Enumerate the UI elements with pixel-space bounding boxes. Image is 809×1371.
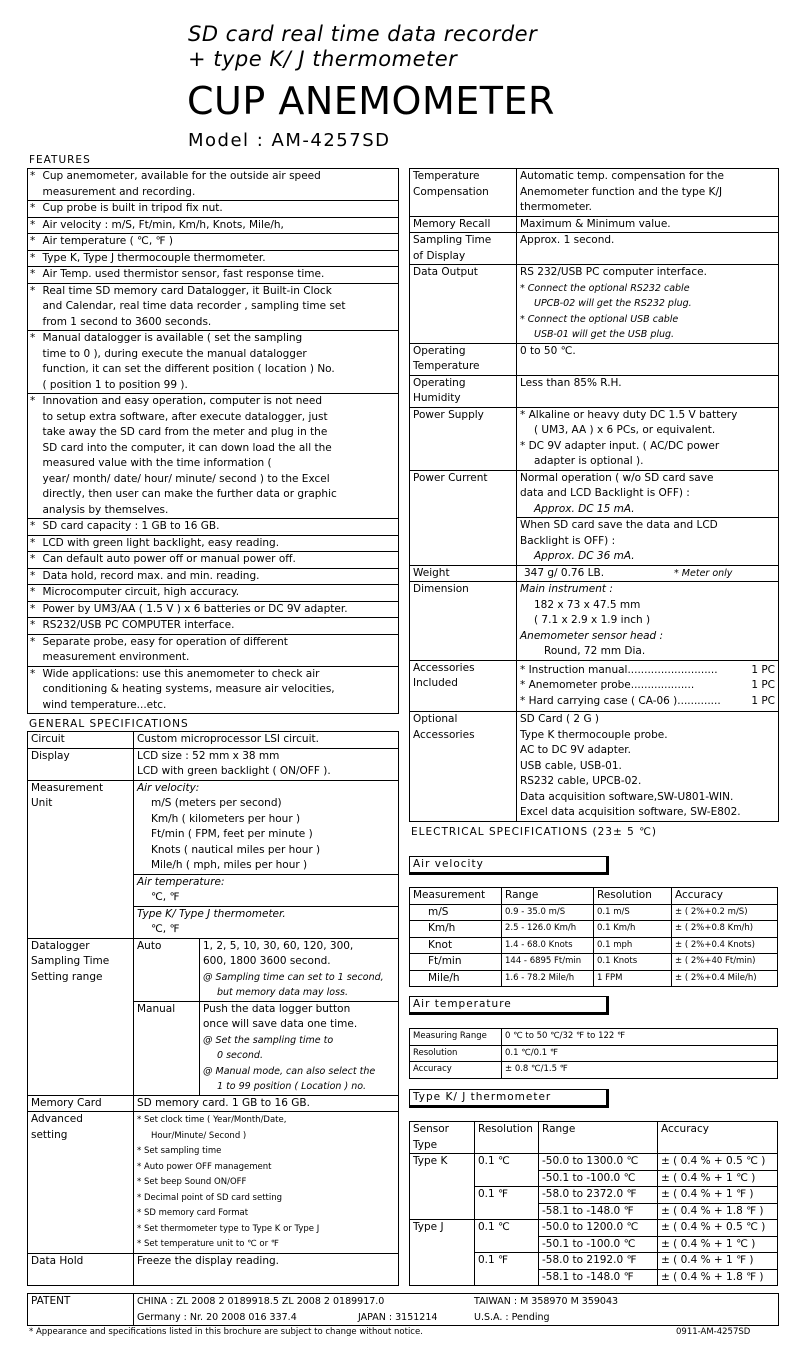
advanced-settings-list: * Set clock time ( Year/Month/Date, Hour/Minute/ Second ) * Set sampling time * Auto power OFF management * Set beep Sound ON/OFF * Decimal point of SD card setting * SD memory card Format * Set thermometer type to Type K or Type J * Set temperature unit to ℃ or ℉ (134, 1112, 399, 1254)
table-cell: -58.1 to -148.0 ℉ (539, 1269, 658, 1286)
feature-text: RS232/USB PC COMPUTER interface. (40, 618, 399, 635)
table-cell: -50.1 to -100.0 ℃ (539, 1170, 658, 1187)
column-header: Accuracy (672, 888, 778, 905)
feature-text: Innovation and easy operation, computer is not need to setup extra software, after execute datalogger, just take away the SD card from the meter and plug in the SD card into the computer, it can down load the all the measured value with the time information ( year/ month/ date/ hour/ minute/ second ) to the Excel directly, then user can make the further data or graphic analysis by themselves. (40, 394, 399, 519)
spec-label: Weight (410, 565, 517, 582)
features-heading: FEATURES (29, 154, 91, 166)
spec-value: Less than 85% R.H. (517, 375, 779, 407)
table-cell: ± ( 0.4 % + 1.8 ℉ ) (658, 1203, 778, 1220)
table-row (410, 1029, 778, 1046)
bullet: * (28, 552, 40, 569)
table-row (410, 1045, 778, 1062)
table-cell: -58.0 to 2372.0 ℉ (539, 1187, 658, 1204)
subtitle-2: + type K/ J thermometer (188, 47, 458, 71)
bullet: * (28, 618, 40, 635)
table-cell: 144 - 6895 Ft/min (502, 954, 594, 971)
table-cell: ± ( 0.4 % + 1 ℉ ) (658, 1253, 778, 1270)
column-header: Measurement (410, 888, 502, 905)
bullet: * (28, 568, 40, 585)
spec-value: Approx. 1 second. (517, 233, 779, 265)
table-cell: 0.1 Km/h (594, 921, 672, 938)
bullet: * (28, 331, 40, 394)
bullet: * (28, 634, 40, 666)
document-code: 0911-AM-4257SD (676, 1327, 751, 1337)
spec-label: Advanced setting (28, 1112, 134, 1254)
air-velocity-table (409, 887, 778, 987)
spec-value: LCD size : 52 mm x 38 mm LCD with green backlight ( ON/OFF ). (134, 748, 399, 780)
table-cell: -58.1 to -148.0 ℉ (539, 1203, 658, 1220)
thermometer-title: Type K/ J thermometer (409, 1089, 609, 1108)
table-cell: 0.1 Knots (594, 954, 672, 971)
feature-row (28, 618, 399, 635)
column-header: Resolution (594, 888, 672, 905)
spec-value: Automatic temp. compensation for the Anemometer function and the type K/J thermometer. (517, 169, 779, 217)
spec-label: Data Output (410, 265, 517, 344)
bullet: * (28, 217, 40, 234)
feature-row (28, 568, 399, 585)
bullet: * (28, 394, 40, 519)
spec-value: Maximum & Minimum value. (517, 216, 779, 233)
feature-row (28, 234, 399, 251)
feature-row (28, 394, 399, 519)
model-number: Model : AM-4257SD (188, 130, 391, 151)
disclaimer: * Appearance and specifications listed in this brochure are subject to change without notice. (29, 1327, 423, 1337)
table-cell: ± ( 0.4 % + 1 ℃ ) (658, 1170, 778, 1187)
spec-label: Display (28, 748, 134, 780)
feature-row (28, 169, 399, 201)
feature-row (28, 519, 399, 536)
table-cell: ± ( 0.4 % + 1.8 ℉ ) (658, 1269, 778, 1286)
feature-row (28, 666, 399, 714)
feature-row (28, 250, 399, 267)
manual-value: Push the data logger button once will save data one time. @ Set the sampling time to 0 second. @ Manual mode, can also select the 1 to 99 position ( Location ) no. (200, 1001, 399, 1095)
table-row (410, 921, 778, 938)
column-header: Accuracy (658, 1122, 778, 1154)
spec-label: Measurement Unit (28, 780, 134, 938)
spec-label: Dimension (410, 582, 517, 661)
feature-row (28, 634, 399, 666)
table-row (410, 970, 778, 987)
table-cell: ± 0.8 ℃/1.5 ℉ (502, 1062, 778, 1079)
feature-text: Can default auto power off or manual power off. (40, 552, 399, 569)
spec-value: RS 232/USB PC computer interface. * Connect the optional RS232 cable UPCB-02 will get the RS232 plug. * Connect the optional USB cable USB-01 will get the USB plug. (517, 265, 779, 344)
spec-label: Datalogger Sampling Time Setting range (28, 938, 134, 1095)
air-velocity-units: Air velocity: m/S (meters per second) Km/h ( kilometers per hour ) Ft/min ( FPM, feet per minute ) Knots ( nautical miles per hour ) Mile/h ( mph, miles per hour ) (134, 780, 399, 874)
column-header: Range (502, 888, 594, 905)
table-cell: Mile/h (410, 970, 502, 987)
table-cell: 0.1 m/S (594, 904, 672, 921)
table-cell: ± ( 2%+0.2 m/S) (672, 904, 778, 921)
feature-text: Wide applications: use this anemometer to check air conditioning & heating systems, measure air velocities, wind temperature...etc. (40, 666, 399, 714)
table-cell: ± ( 2%+40 Ft/min) (672, 954, 778, 971)
feature-text: Air Temp. used thermistor sensor, fast response time. (40, 267, 399, 284)
table-cell: ± ( 2%+0.8 Km/h) (672, 921, 778, 938)
table-row (410, 1154, 778, 1171)
bullet: * (28, 519, 40, 536)
table-row (410, 937, 778, 954)
spec-value: SD Card ( 2 G ) Type K thermocouple probe. AC to DC 9V adapter. USB cable, USB-01. RS232 cable, UPCB-02. Data acquisition software,SW-U801-WIN. Excel data acquisition software, SW-E802. (517, 712, 779, 822)
bullet: * (28, 666, 40, 714)
spec-label: Data Hold (28, 1253, 134, 1285)
feature-text: Microcomputer circuit, high accuracy. (40, 585, 399, 602)
resolution: 0.1 ℃ (475, 1154, 539, 1187)
feature-row (28, 552, 399, 569)
table-cell: Ft/min (410, 954, 502, 971)
air-temperature-title: Air temperature (409, 996, 609, 1015)
bullet: * (28, 169, 40, 201)
feature-row (28, 535, 399, 552)
table-cell: Measuring Range (410, 1029, 502, 1046)
table-cell: Km/h (410, 921, 502, 938)
table-cell: 1 FPM (594, 970, 672, 987)
feature-row (28, 201, 399, 218)
spec-label: Temperature Compensation (410, 169, 517, 217)
table-cell: ± ( 2%+0.4 Mile/h) (672, 970, 778, 987)
page-title: CUP ANEMOMETER (187, 79, 555, 123)
patent-value: CHINA : ZL 2008 2 0189918.5 ZL 2008 2 0189917.0 TAIWAN : M 358970 M 359043 Germany : Nr. 20 2008 016 337.4 JAPAN : 3151214 U.S.A. : Pending (134, 1294, 779, 1326)
patent-label: PATENT (28, 1294, 134, 1326)
table-cell: 0 ℃ to 50 ℃/32 ℉ to 122 ℉ (502, 1029, 778, 1046)
bullet: * (28, 234, 40, 251)
spec-label: Power Supply (410, 407, 517, 470)
feature-text: Air velocity : m/S, Ft/min, Km/h, Knots, Mile/h, (40, 217, 399, 234)
spec-value: When SD card save the data and LCD Backlight is OFF) : Approx. DC 36 mA. (517, 518, 779, 566)
table-cell: ± ( 0.4 % + 0.5 ℃ ) (658, 1154, 778, 1171)
auto-value: 1, 2, 5, 10, 30, 60, 120, 300, 600, 1800 3600 second. @ Sampling time can set to 1 second, but memory data may loss. (200, 938, 399, 1001)
resolution: 0.1 ℃ (475, 1220, 539, 1253)
feature-text: Type K, Type J thermocouple thermometer. (40, 250, 399, 267)
feature-row (28, 331, 399, 394)
air-velocity-title: Air velocity (409, 856, 609, 875)
spec-label: Memory Card (28, 1095, 134, 1112)
column-header: Sensor Type (410, 1122, 475, 1154)
spec-label: Power Current (410, 470, 517, 565)
table-row (410, 904, 778, 921)
sensor-type: Type K (410, 1154, 475, 1220)
auto-label: Auto (134, 938, 200, 1001)
feature-row (28, 267, 399, 284)
table-cell: 0.1 mph (594, 937, 672, 954)
feature-text: Power by UM3/AA ( 1.5 V ) x 6 batteries or DC 9V adapter. (40, 601, 399, 618)
feature-row (28, 601, 399, 618)
spec-value: Freeze the display reading. (134, 1253, 399, 1285)
table-cell: Resolution (410, 1045, 502, 1062)
column-header: Resolution (475, 1122, 539, 1154)
spec-value: Main instrument : 182 x 73 x 47.5 mm ( 7.1 x 2.9 x 1.9 inch ) Anemometer sensor head : Round, 72 mm Dia. (517, 582, 779, 661)
spec-value: 347 g/ 0.76 LB. * Meter only (517, 565, 779, 582)
feature-row (28, 217, 399, 234)
table-cell: -50.0 to 1200.0 ℃ (539, 1220, 658, 1237)
table-row (410, 1062, 778, 1079)
bullet: * (28, 535, 40, 552)
spec-label: Optional Accessories (410, 712, 517, 822)
spec-value: Custom microprocessor LSI circuit. (134, 732, 399, 749)
table-cell: Knot (410, 937, 502, 954)
bullet: * (28, 283, 40, 331)
table-cell: -50.0 to 1300.0 ℃ (539, 1154, 658, 1171)
table-cell: Accuracy (410, 1062, 502, 1079)
air-temperature-table (409, 1028, 778, 1079)
spec-label: Circuit (28, 732, 134, 749)
electrical-heading: ELECTRICAL SPECIFICATIONS (23± 5 ℃) (411, 826, 657, 838)
feature-text: Air temperature ( ℃, ℉ ) (40, 234, 399, 251)
table-cell: -58.0 to 2192.0 ℉ (539, 1253, 658, 1270)
spec-value: * Instruction manual........................... 1 PC * Anemometer probe................... 1 PC * Hard carrying case ( CA-06 )............. 1 PC (517, 660, 779, 712)
feature-row (28, 283, 399, 331)
table-cell: ± ( 0.4 % + 0.5 ℃ ) (658, 1220, 778, 1237)
table-cell: 0.9 - 35.0 m/S (502, 904, 594, 921)
spec-value: * Alkaline or heavy duty DC 1.5 V battery ( UM3, AA ) x 6 PCs, or equivalent. * DC 9V adapter input. ( AC/DC power adapter is optional ). (517, 407, 779, 470)
spec-label: Operating Temperature (410, 343, 517, 375)
table-cell: 0.1 ℃/0.1 ℉ (502, 1045, 778, 1062)
table-cell: ± ( 0.4 % + 1 ℃ ) (658, 1236, 778, 1253)
thermometer-table (409, 1121, 778, 1286)
feature-text: Cup probe is built in tripod fix nut. (40, 201, 399, 218)
manual-label: Manual (134, 1001, 200, 1095)
feature-text: LCD with green light backlight, easy reading. (40, 535, 399, 552)
feature-text: Manual datalogger is available ( set the sampling time to 0 ), during execute the manual datalogger function, it can set the different position ( location ) No. ( position 1 to position 99 ). (40, 331, 399, 394)
subtitle-1: SD card real time data recorder (188, 22, 538, 46)
general-specs-table (27, 731, 399, 1286)
feature-row (28, 585, 399, 602)
table-cell: 1.4 - 68.0 Knots (502, 937, 594, 954)
bullet: * (28, 250, 40, 267)
spec-label: Accessories Included (410, 660, 517, 712)
table-cell: ± ( 0.4 % + 1 ℉ ) (658, 1187, 778, 1204)
feature-text: Cup anemometer, available for the outside air speed measurement and recording. (40, 169, 399, 201)
resolution: 0.1 ℉ (475, 1187, 539, 1220)
bullet: * (28, 585, 40, 602)
general-specs-heading: GENERAL SPECIFICATIONS (29, 718, 189, 730)
patent-table (27, 1293, 779, 1326)
table-row (410, 1220, 778, 1237)
bullet: * (28, 601, 40, 618)
right-specs-table (409, 168, 779, 822)
sensor-type: Type J (410, 1220, 475, 1286)
table-cell: m/S (410, 904, 502, 921)
features-table (27, 168, 399, 714)
feature-text: Real time SD memory card Datalogger, it Built-in Clock and Calendar, real time data recorder , sampling time set from 1 second to 3600 seconds. (40, 283, 399, 331)
spec-label: Operating Humidity (410, 375, 517, 407)
table-cell: ± ( 2%+0.4 Knots) (672, 937, 778, 954)
air-temp-units: Air temperature: ℃, ℉ (134, 874, 399, 906)
spec-value: SD memory card. 1 GB to 16 GB. (134, 1095, 399, 1112)
spec-label: Memory Recall (410, 216, 517, 233)
table-cell: -50.1 to -100.0 ℃ (539, 1236, 658, 1253)
feature-text: Data hold, record max. and min. reading. (40, 568, 399, 585)
table-row (410, 954, 778, 971)
table-cell: 2.5 - 126.0 Km/h (502, 921, 594, 938)
feature-text: SD card capacity : 1 GB to 16 GB. (40, 519, 399, 536)
column-header: Range (539, 1122, 658, 1154)
spec-value: Normal operation ( w/o SD card save data and LCD Backlight is OFF) : Approx. DC 15 mA. (517, 470, 779, 518)
thermocouple-units: Type K/ Type J thermometer. ℃, ℉ (134, 906, 399, 938)
resolution: 0.1 ℉ (475, 1253, 539, 1286)
table-cell: 1.6 - 78.2 Mile/h (502, 970, 594, 987)
bullet: * (28, 267, 40, 284)
feature-text: Separate probe, easy for operation of different measurement environment. (40, 634, 399, 666)
spec-value: 0 to 50 ℃. (517, 343, 779, 375)
bullet: * (28, 201, 40, 218)
spec-label: Sampling Time of Display (410, 233, 517, 265)
